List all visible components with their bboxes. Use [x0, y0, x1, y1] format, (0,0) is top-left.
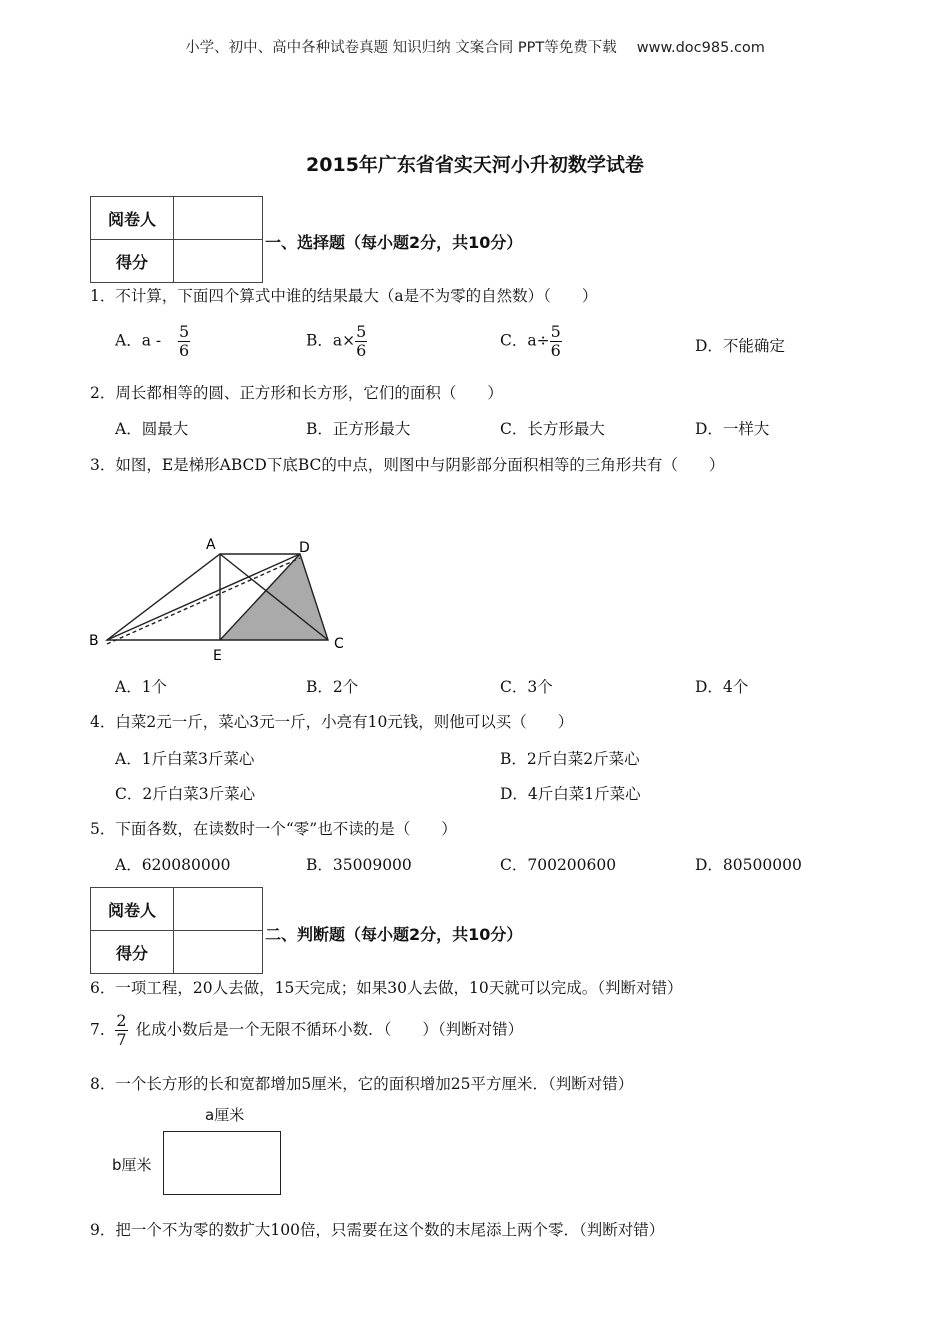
trapezoid-figure [80, 530, 360, 665]
score-label: 得分 [91, 931, 174, 974]
q5-option-b: B．35009000 [306, 856, 412, 874]
q7-text: 化成小数后是一个无限不循环小数．（ ）（判断对错） [135, 1020, 524, 1039]
label-c: C [334, 636, 344, 652]
question-6: 6．一项工程，20人去做，15天完成；如果30人去做，10天就可以完成。（判断对错） [90, 979, 683, 997]
header-url[interactable]: www.doc985.com [636, 40, 765, 56]
fraction: $\frac{5}{6}$ [179, 322, 190, 360]
q1-option-d: D．不能确定 [695, 337, 785, 355]
q1-a-text: A．a - [115, 331, 162, 350]
reviewer-field[interactable] [174, 197, 263, 240]
header-text: 小学、初中、高中各种试卷真题 知识归纳 文案合同 PPT等免费下载 [185, 40, 617, 56]
score-box-1 [90, 196, 263, 283]
q1-option-b [306, 323, 367, 360]
page-title: 2015年广东省省实天河小升初数学试卷 [306, 154, 644, 176]
q5-option-c: C．700200600 [500, 856, 617, 874]
question-5: 5．下面各数，在读数时一个“零”也不读的是（ ） [90, 820, 457, 838]
question-9: 9．把一个不为零的数扩大100倍，只需要在这个数的末尾添上两个零．（判断对错） [90, 1221, 665, 1239]
section-heading-judgment: 二、判断题（每小题2分，共10分） [265, 925, 523, 944]
q2-option-b: B．正方形最大 [306, 420, 411, 438]
question-8: 8．一个长方形的长和宽都增加5厘米，它的面积增加25平方厘米．（判断对错） [90, 1075, 634, 1093]
section-heading-choice: 一、选择题（每小题2分，共10分） [265, 233, 523, 252]
question-4: 4．白菜2元一斤，菜心3元一斤，小亮有10元钱，则他可以买（ ） [90, 713, 574, 731]
label-e: E [213, 648, 222, 664]
q1-b-text: B．a× [306, 331, 356, 350]
q4-option-c: C．2斤白菜3斤菜心 [115, 785, 256, 803]
reviewer-field[interactable] [174, 888, 263, 931]
q4-option-b: B．2斤白菜2斤菜心 [500, 750, 640, 768]
label-b: B [89, 633, 99, 649]
question-1: 1．不计算，下面四个算式中谁的结果最大（a是不为零的自然数）（ ） [90, 287, 598, 305]
question-2: 2．周长都相等的圆、正方形和长方形，它们的面积（ ） [90, 384, 503, 402]
fraction: $\frac{2}{7}$ [116, 1011, 127, 1049]
q5-option-d: D．80500000 [695, 856, 802, 874]
q2-option-a: A．圆最大 [115, 420, 189, 438]
question-7 [90, 1012, 523, 1049]
q1-option-c [500, 323, 562, 360]
q1-option-a [115, 323, 190, 360]
score-label: 得分 [91, 240, 174, 283]
q3-option-b: B．2个 [306, 678, 359, 696]
rect-width-label: b厘米 [112, 1156, 152, 1174]
score-box-2 [90, 887, 263, 974]
rect-length-label: a厘米 [205, 1106, 245, 1124]
fraction: $\frac{5}{6}$ [550, 322, 561, 360]
page-header [0, 36, 950, 57]
q4-option-a: A．1斤白菜3斤菜心 [115, 750, 255, 768]
q3-option-d: D．4个 [695, 678, 749, 696]
rectangle-diagram [163, 1131, 281, 1195]
q4-option-d: D．4斤白菜1斤菜心 [500, 785, 641, 803]
q1-c-text: C．a÷ [500, 331, 550, 350]
score-field[interactable] [174, 240, 263, 283]
question-3: 3．如图，E是梯形ABCD下底BC的中点，则图中与阴影部分面积相等的三角形共有（ ） [90, 456, 725, 474]
score-field[interactable] [174, 931, 263, 974]
q2-option-d: D．一样大 [695, 420, 770, 438]
fraction: $\frac{5}{6}$ [356, 322, 367, 360]
q7-number: 7． [90, 1020, 116, 1039]
label-a: A [206, 537, 216, 553]
label-d: D [299, 540, 310, 556]
q5-option-a: A．620080000 [115, 856, 231, 874]
reviewer-label: 阅卷人 [91, 197, 174, 240]
q3-option-c: C．3个 [500, 678, 553, 696]
q2-option-c: C．长方形最大 [500, 420, 605, 438]
q3-option-a: A．1个 [115, 678, 168, 696]
reviewer-label: 阅卷人 [91, 888, 174, 931]
